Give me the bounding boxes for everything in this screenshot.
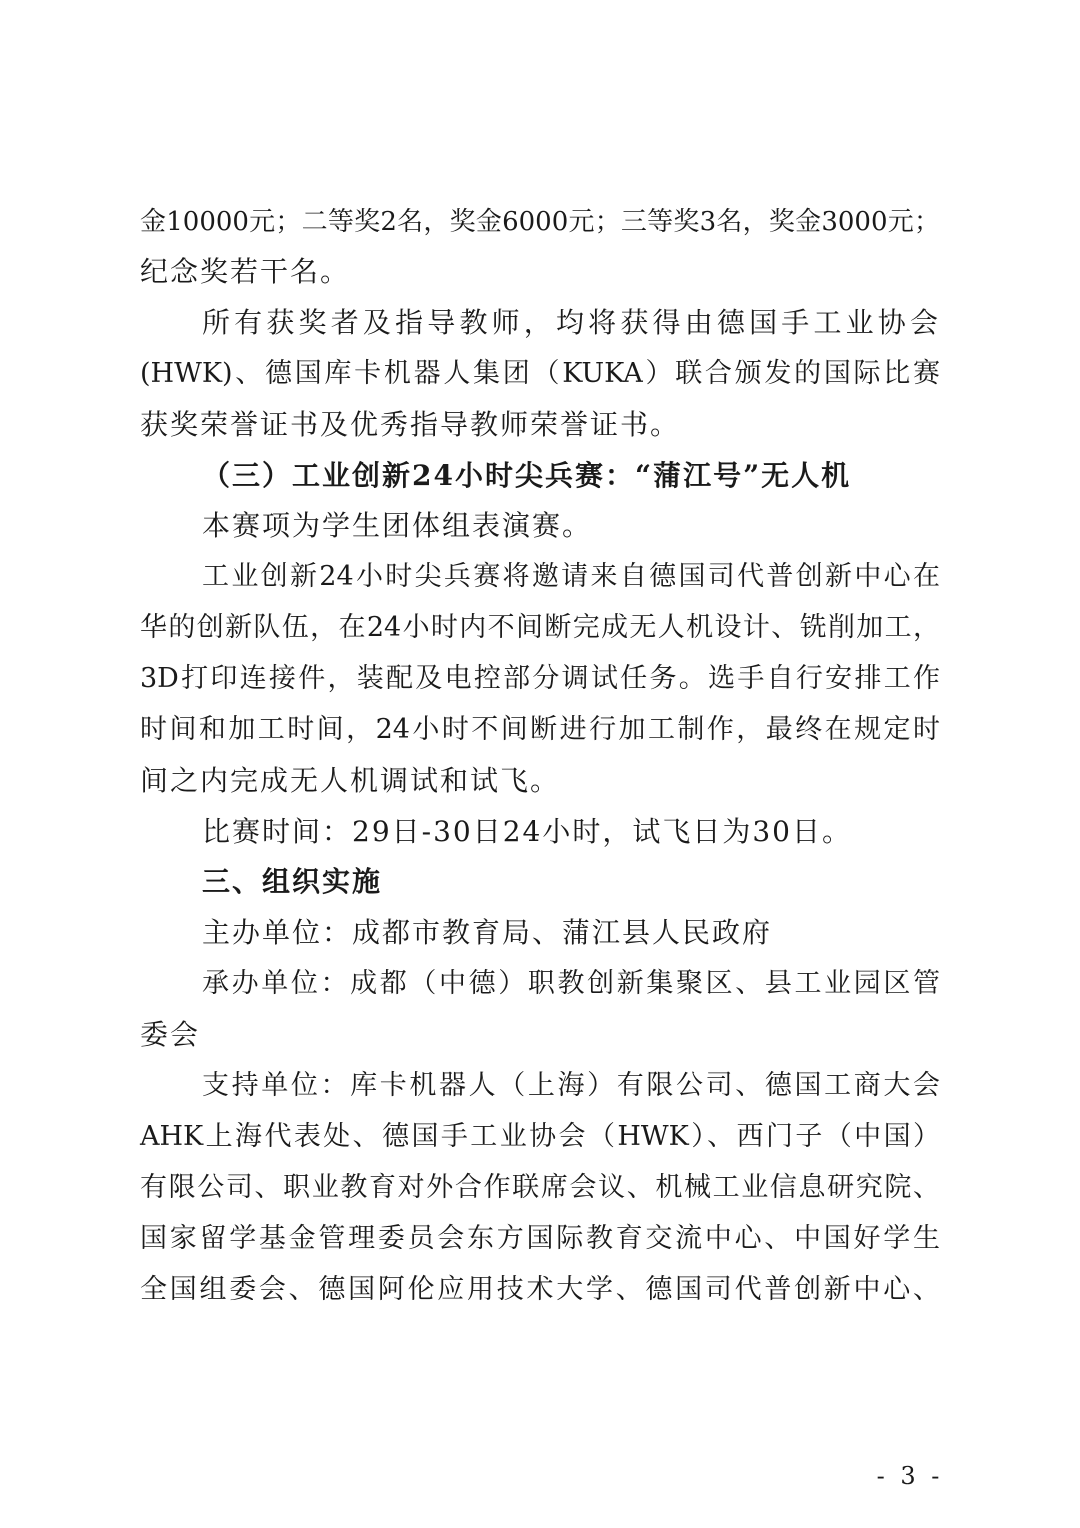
text-line: (HWK)、德国库卡机器人集团（KUKA）联合颁发的国际比赛 — [140, 358, 940, 389]
text-line: 3D打印连接件，装配及电控部分调试任务。选手自行安排工作 — [140, 663, 940, 694]
text-line: 工业创新24小时尖兵赛将邀请来自德国司代普创新中心在 — [202, 561, 940, 592]
text-line: 主办单位：成都市教育局、蒲江县人民政府 — [202, 916, 773, 949]
section-heading: （三）工业创新24小时尖兵赛：“蒲江号”无人机 — [202, 459, 852, 492]
text-line: AHK上海代表处、德国手工业协会（HWK）、西门子（中国） — [140, 1121, 940, 1152]
text-line: 华的创新队伍，在24小时内不间断完成无人机设计、铣削加工， — [140, 612, 940, 643]
section-heading: 三、组织实施 — [202, 865, 383, 898]
text-line: 全国组委会、德国阿伦应用技术大学、德国司代普创新中心、 — [140, 1274, 940, 1305]
text-line: 承办单位：成都（中德）职教创新集聚区、县工业园区管 — [202, 968, 940, 999]
text-line: 比赛时间：29日-30日24小时，试飞日为30日。 — [202, 815, 852, 848]
text-line: 委会 — [140, 1018, 201, 1051]
text-line: 金10000元；二等奖2名，奖金6000元；三等奖3名，奖金3000元； — [140, 207, 940, 237]
text-line: 国家留学基金管理委员会东方国际教育交流中心、中国好学生 — [140, 1223, 940, 1254]
text-line: 所有获奖者及指导教师，均将获得由德国手工业协会 — [202, 306, 940, 339]
text-line: 支持单位：库卡机器人（上海）有限公司、德国工商大会 — [202, 1070, 940, 1101]
text-line: 纪念奖若干名。 — [140, 255, 351, 288]
text-line: 本赛项为学生团体组表演赛。 — [202, 509, 593, 542]
text-line: 间之内完成无人机调试和试飞。 — [140, 764, 561, 797]
text-line: 获奖荣誉证书及优秀指导教师荣誉证书。 — [140, 408, 681, 441]
text-line: 时间和加工时间，24小时不间断进行加工制作，最终在规定时 — [140, 714, 940, 745]
page-number: - 3 - — [876, 1462, 944, 1490]
text-line: 有限公司、职业教育对外合作联席会议、机械工业信息研究院、 — [140, 1172, 940, 1203]
